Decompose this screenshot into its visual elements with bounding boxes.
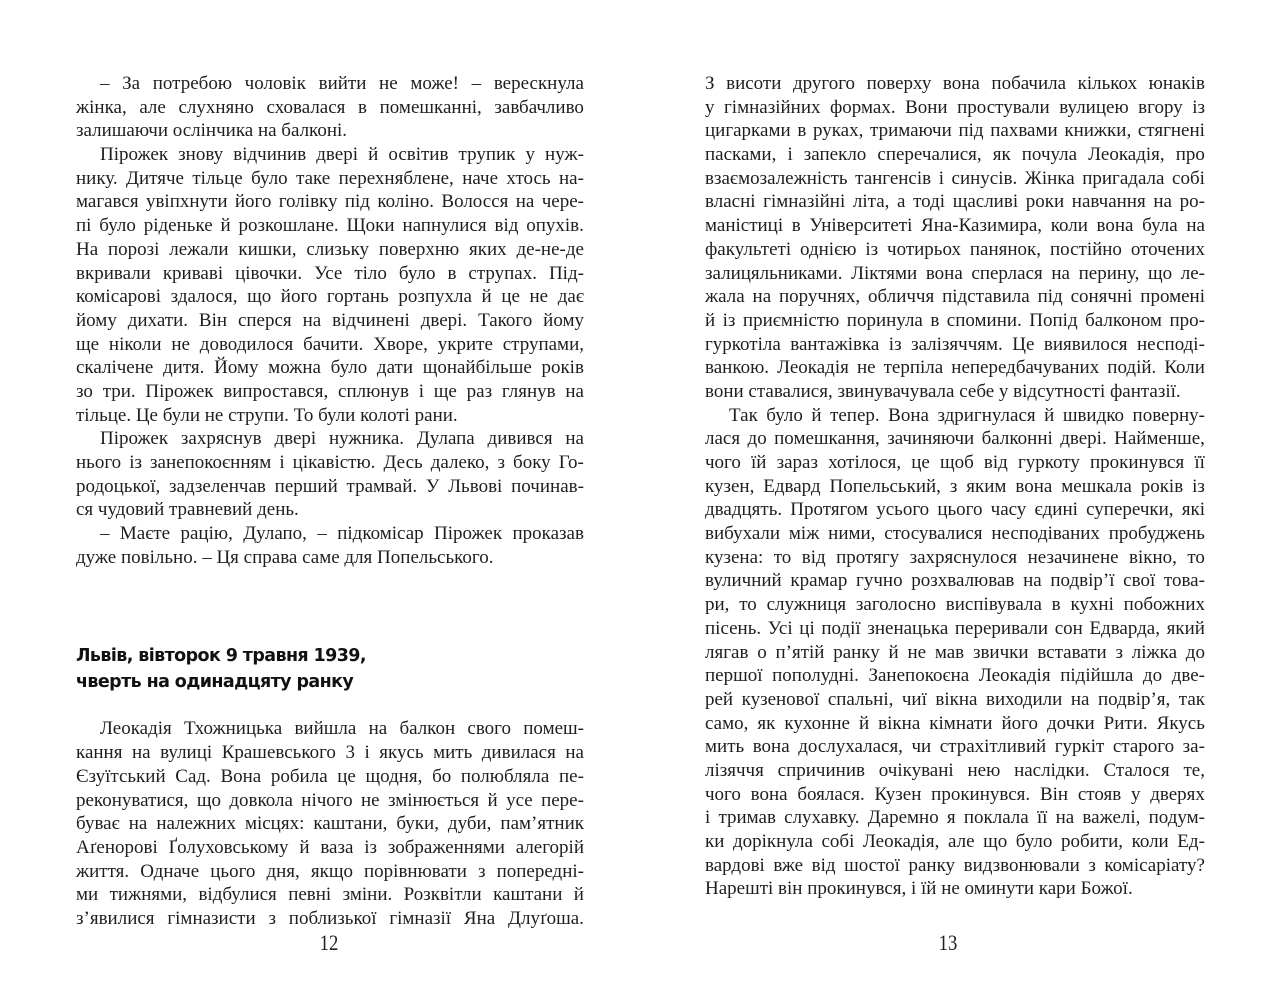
chapter-heading-line-1: Львів, вівторок 9 травня 1939, (76, 646, 366, 667)
text-line: – За потребою чоловік вийти не може! – верескнула (100, 73, 584, 94)
text-line: цигарками в руках, тримаючи під пахвами книжки, стягнені (705, 120, 1205, 142)
text-line: ми тижнями, відбулися певні зміни. Розквітли каштани й (76, 884, 584, 906)
text-line: й із приємністю поринула в спомини. Попід балконом про- (705, 309, 1205, 331)
text-line: власні гімназійні літа, а тоді щасливі роки навчання на ро- (705, 191, 1205, 213)
text-line: йому дихати. Він сперся на відчинені двері. Такого йому (76, 309, 584, 331)
text-line: чого їй зараз хотілося, це щоб від гуркоту прокинувся її (705, 452, 1205, 473)
text-line: вибухали між ними, стосувалися несподіваних пробуджень (705, 523, 1205, 545)
right-text-block (705, 72, 1205, 901)
text-line: Так було й тепер. Вона здригнулася й швидко поверну- (729, 404, 1205, 426)
text-line: лягав о п’ятій ранку й не мав звички вставати з ліжка до (705, 641, 1205, 663)
text-line: кання на вулиці Крашевського 3 і якусь мить дивилася на (76, 742, 584, 764)
left-text-block-2 (76, 717, 584, 930)
text-line: ри, то служниця заголосно виспівувала в кухні побожних (705, 594, 1205, 616)
right-page (705, 72, 1205, 901)
text-line: чого вона боялася. Кузен прокинувся. Він стояв у дверях (705, 783, 1205, 805)
text-line: лізяччя спричинив очікувані нею наслідки. Сталося те, (705, 759, 1205, 781)
text-line: взаємозалежність тангенсів і синусів. Жінка пригадала собі (705, 167, 1205, 189)
text-line: буває на належних місцях: каштани, буки, дуби, пам’ятник (76, 813, 584, 835)
page-number-right: 13 (938, 930, 958, 955)
text-line: залицяльниками. Ліктями вона сперлася на перину, що ле- (705, 262, 1205, 284)
text-line: реконуватися, що довкола нічого не змінюється й усе пере- (76, 789, 584, 811)
text-line: пасками, і запекло сперечалися, як почула Леокадія, про (705, 144, 1205, 166)
text-line: вкривали криваві цівочки. Усе тіло було в струпах. Під- (76, 262, 584, 284)
text-line: Єзуїтський Сад. Вона робила це щодня, бо полюбляла пе- (76, 765, 584, 787)
text-line: мить вона дослухалася, чи страхітливий гуркіт старого за- (705, 736, 1205, 758)
left-text-block-1 (76, 72, 584, 569)
text-line: вардові вже від шостої ранку видзвонювали з комісаріату? (705, 854, 1205, 876)
text-line: жінка, але слухняно сховалася в помешканні, завбачливо (76, 96, 584, 118)
text-line: пісень. Усі ці події зненацька переривали сон Едварда, який (705, 617, 1205, 639)
text-line: ще ніколи не доводилося бачити. Хворе, укрите струпами, (76, 333, 584, 355)
text-line: гуркотіла вантажівка із залізяччям. Це виявилося несподі- (705, 333, 1205, 355)
text-line: рей кузенової спальні, чиї вікна виходили на подвір’я, так (705, 688, 1205, 710)
text-line: життя. Одначе цього дня, якщо порівнювати з попередні- (76, 860, 584, 882)
text-line: пі було ріденьке й розкошлане. Щоки напнулися від опухів. (76, 215, 584, 237)
text-line: вуличний крамар гучно розхвалював на подвір’ї свої това- (705, 570, 1205, 592)
text-line: Нарешті він прокинувся, і їй не оминути кари Божої. (705, 878, 1133, 900)
text-line: першої пополудні. Занепокоєна Леокадія підійшла до две- (705, 665, 1205, 687)
text-line: ки дорікнула собі Леокадія, але що було робити, коли Ед- (705, 831, 1205, 852)
text-line: нього із занепокоєнням і цікавістю. Десь далеко, з боку Го- (76, 452, 584, 473)
text-line: ванкою. Леокадія не терпіла непередбачуваних подій. Коли (705, 357, 1205, 379)
text-line: комісарові здалося, що його гортань розпухла й це не дає (76, 286, 584, 308)
text-line: у гімназійних формах. Вони простували вулицею вгору із (705, 96, 1205, 118)
text-line: факультеті однією із чотирьох панянок, постійно оточених (705, 238, 1205, 260)
text-line: двадцять. Протягом усього цього часу єдині суперечки, які (705, 499, 1205, 521)
text-line: з’явилися гімназисти з поблизької гімназії Яна Длуґоша. (76, 907, 584, 929)
text-line: маністиці в Університеті Яна-Казимира, коли вона була на (705, 215, 1205, 237)
chapter-heading-line-2: чверть на одинадцяту ранку (76, 672, 354, 693)
text-line: вони ставалися, звинувачувала себе у відсутності фантазії. (705, 380, 1181, 402)
chapter-heading (76, 643, 584, 695)
left-page (76, 72, 584, 931)
text-line: кузена: то від протягу захряснулося незачинене вікно, то (705, 546, 1205, 568)
text-line: – Маєте рацію, Дулапо, – підкомісар Пірожек проказав (100, 523, 584, 545)
text-line: лася до помешкання, зачиняючи балконні двері. Найменше, (705, 428, 1205, 450)
text-line: ся чудовий травневий день. (76, 499, 299, 521)
text-line: Пірожек знову відчинив двері й освітив трупик у нуж- (100, 144, 584, 166)
text-line: Леокадія Тхожницька вийшла на балкон свого помеш- (100, 718, 584, 740)
text-line: і тримав слухавку. Даремно я поклала її на важелі, подум- (705, 807, 1205, 829)
text-line: Пірожек захряснув двері нужника. Дулапа дивився на (100, 428, 584, 450)
text-line: На порозі лежали кишки, слизьку поверхню яких де-не-де (76, 238, 584, 260)
text-line: тільце. Це були не струпи. То були колоті рани. (76, 404, 458, 426)
text-line: зо три. Пірожек випростався, сплюнув і ще раз глянув на (76, 380, 584, 402)
text-line: жала на поручнях, обличчя підставила під сонячні промені (705, 286, 1205, 308)
text-line: Аґенорові Ґолуховському й ваза із зображеннями алегорій (76, 836, 584, 858)
text-line: дуже повільно. – Ця справа саме для Попельського. (76, 546, 494, 568)
text-line: З висоти другого поверху вона побачила кількох юнаків (705, 73, 1205, 94)
text-line: скалічене дитя. Йому можна було дати щонайбільше років (76, 357, 584, 379)
text-line: магався увіпхнути його голівку під коліно. Волосся на чере- (76, 191, 584, 213)
text-line: нику. Дитяче тільце було таке перехнябленe, наче хтось на- (76, 167, 584, 189)
page-number-left: 12 (319, 930, 339, 955)
text-line: кузен, Едвард Попельський, з яким вона мешкала років із (705, 475, 1205, 497)
text-line: родоцької, задзеленчав перший трамвай. У Львові починав- (76, 475, 584, 497)
text-line: залишаючи ослінчика на балконі. (76, 120, 348, 142)
text-line: само, як кухонне й вікна кімнати його дочки Рити. Якусь (705, 712, 1205, 734)
